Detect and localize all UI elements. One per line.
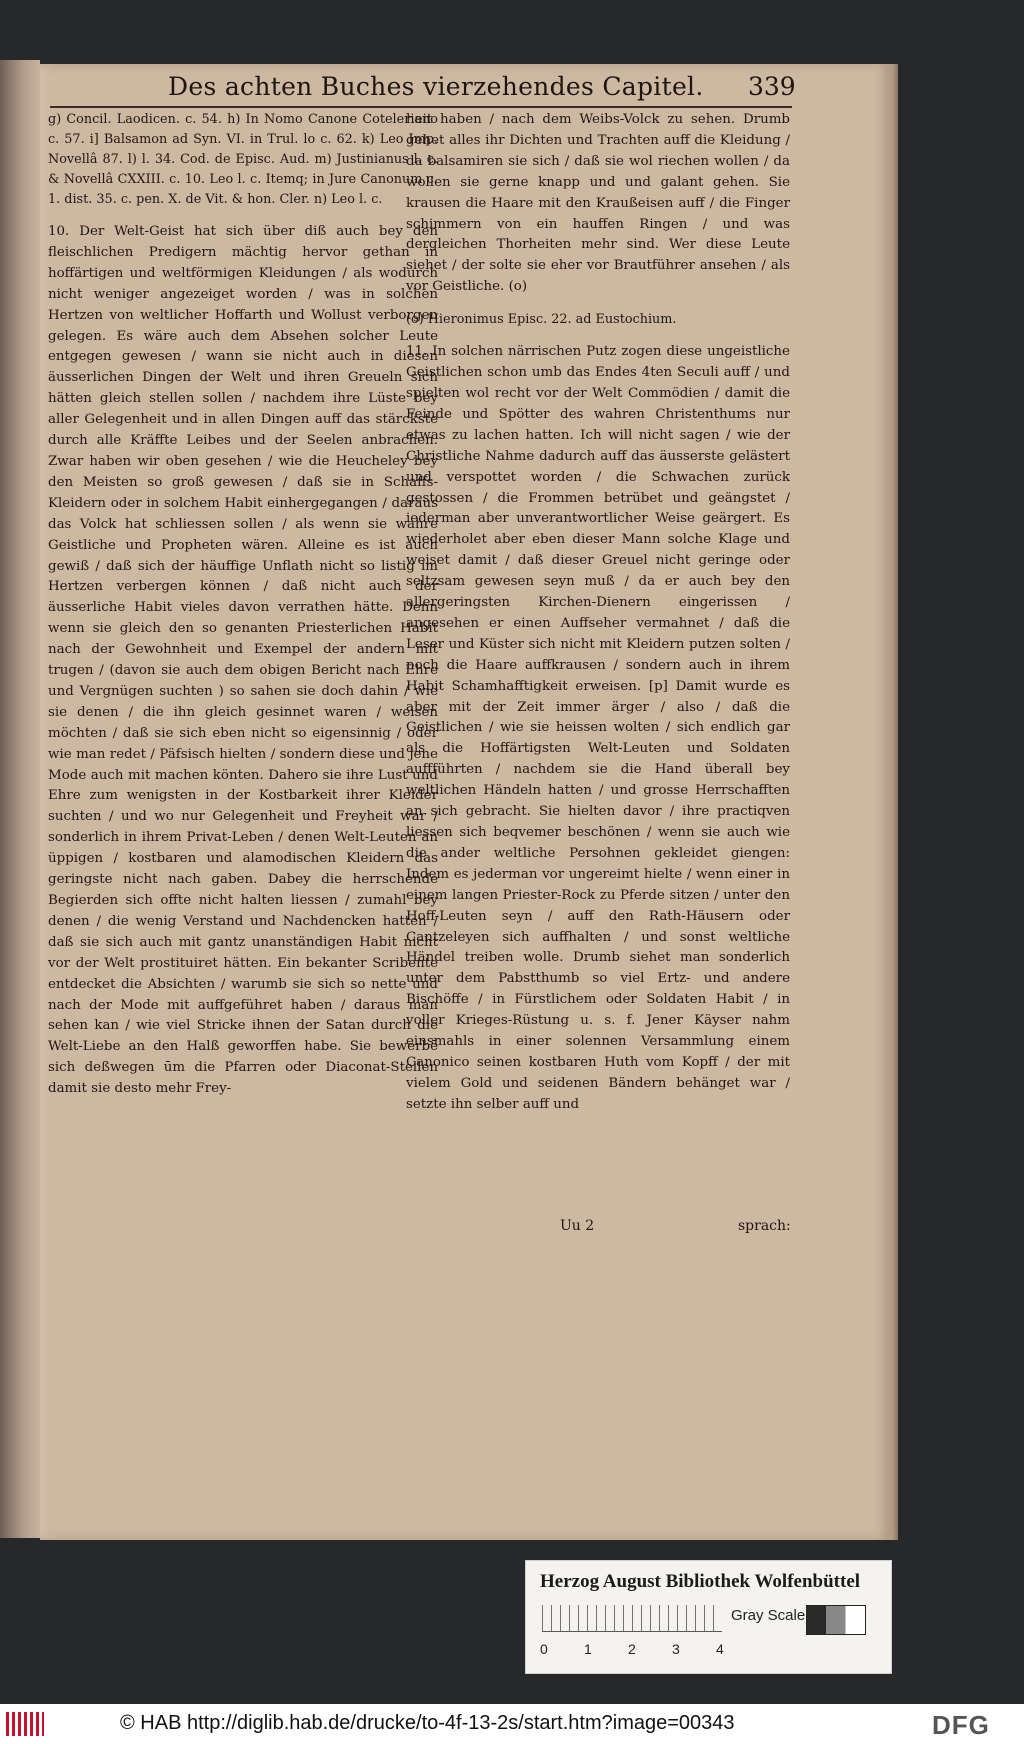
gray-scale-label: Gray Scale	[731, 1607, 806, 1624]
catchword: sprach:	[738, 1218, 791, 1234]
scale-number: 2	[628, 1641, 636, 1657]
right-column	[406, 110, 790, 1116]
page-number: 339	[748, 72, 796, 101]
spacer	[48, 210, 438, 222]
signature-mark: Uu 2	[560, 1218, 595, 1234]
ruler-scale	[542, 1605, 722, 1632]
spacer	[406, 330, 790, 342]
scale-number: 0	[540, 1641, 548, 1657]
scale-number: 1	[584, 1641, 592, 1657]
footer-copyright-link[interactable]: © HAB http://diglib.hab.de/drucke/to-4f-13-2s/start.htm?image=00343	[120, 1712, 735, 1734]
color-target-card	[525, 1560, 892, 1674]
library-name: Herzog August Bibliothek Wolfenbüttel	[540, 1571, 861, 1592]
page-fore-edge	[892, 64, 898, 1540]
hab-logo-icon	[6, 1712, 44, 1736]
footnote-o: (o) Hieronimus Episc. 22. ad Eustochium.	[406, 312, 677, 328]
gray-scale-swatch	[806, 1605, 866, 1635]
left-column	[48, 110, 438, 1100]
paragraph-10: 10. Der Welt-Geist hat sich über diß auch bey den fleischlichen Predigern mächtig hervor gethan in hoffärtigen und weltförmigen Kleidungen / als wodurch nicht weniger angezeiget worden / was in solchen Hertzen von weltlicher Hoffarth und Wollust verborgen gelegen. Es wäre auch dem Absehen solcher Leute entgegen gewesen / wann sie nicht auch in diesen äusserlichen Dingen der Welt und ihren Greueln sich hätten gleich stellen sollen / nachdem ihre Lüste bey aller Gelegenheit und in allen Dingen auff das stärckste durch alle Kräffte Leibes und der Seelen anbrachen. Zwar haben wir oben gesehen / wie die Heucheley bey den Meisten so groß gewesen / daß sie in Schaffs-Kleidern oder in solchem Habit einhergegangen / daraus das Volck hat schliessen sollen / als wenn sie wahre Geistliche und Propheten wären. Alleine es ist auch gewiß / daß sich der häuffige Unflath nicht so listig im Hertzen verbergen können / daß nicht auch der äusserliche Habit vieles davon verrathen hätte. Denn wenn sie gleich den so genanten Priesterlichen Habit nach der Gewohnheit und Exempel der andern mit trugen / (davon sie auch dem obigen Bericht nach Ehre und Vergnügen suchten ) so sahen sie doch dahin / wie sie denen / die ihn gleich gesinnet waren / weisen möchten / daß sie sich eben nicht so eigensinnig / oder wie man redet / Päfsisch hielten / sondern diese und jene Mode auch mit machen könten. Dahero sie ihre Lust und Ehre zum wenigsten in der Kostbarkeit ihrer Kleider suchten / und wo nur Gelegenheit und Freyheit war / sonderlich in ihrem Privat-Leben / denen Welt-Leuten an üppigen / kostbaren und alamodischen Kleidern das geringste nicht nach gaben. Dabey die herrschende Begierden sich offte nicht halten liessen / zumahl bey denen / die wenig Verstand und Nachdencken hatten / daß sie sich auch mit gantz unanständigen Habit nicht vor der Welt prostituiret hätten. Ein bekanter Scribente entdecket die Absichten / warumb sie sich so nette und nach der Mode mit auffgeführet haben / daraus man sehen kan / wie viel Stricke ihnen der Satan durch die Welt-Liebe an den Halß geworffen habe. Sie bewerbē sich deßwegen ūm die Pfarren oder Diaconat-Stellen damit sie desto mehr Frey-	[48, 224, 438, 1097]
footer-bar	[0, 1704, 1024, 1744]
dfg-logo: DFG	[932, 1710, 990, 1740]
paragraph-11: 11. In solchen närrischen Putz zogen diese ungeistliche Geistlichen schon umb das Endes 4ten Seculi auff / und spielten wol recht vor der Welt Commödien / damit die Feinde und Spötter des wahren Christenthums nur etwas zu lachen hatten. Ich will nicht sagen / wie der Christliche Nahme dadurch auff das äusserste gelästert und verspottet worden / die Schwachen zurück gestossen / die Frommen betrübet und geängstet / iederman aber unverantwortlicher Weise geärgert. Es wiederholet aber eben dieser Mann solche Klage und weiset damit / daß dieser Greuel nicht geringe oder seltzsam gewesen seyn muß / da er auch bey den allergeringsten Kirchen-Dienern eingerissen / angesehen er einen Auffseher vermahnet / daß die Leser und Küster sich nicht mit Kleidern putzen solten / noch die Haare auffkrausen / sondern auch in ihrem Habit Schamhafftigkeit erweisen. [p] Damit wurde es aber mit der Zeit immer ärger / also / daß die Geistlichen / wie sie heissen wolten / sich endlich gar als die Hoffärtigsten Welt-Leuten und Soldaten auffführten / nachdem sie die Hand überall bey weltlichen Händeln hatten / und grosse Herrschafften an sich gebracht. Sie hielten davor / ihre practiqven liessen sich beqvemer beschönen / wenn sie auch wie die ander weltliche Persohnen gekleidet giengen: Indem es jederman vor ungereimt hielte / wenn einer in einem langen Priester-Rock zu Pferde sitzen / unter den Hoff-Leuten seyn / auff den Rath-Häusern oder Cantzeleyen sich auffhalten / und sonst weltliche Händel treiben wolle. Drumb siehet man sonderlich unter dem Pabstthumb so viel Ertz- und andere Bischöffe / in Fürstlichem oder Soldaten Habit / in voller Krieges-Rüstung u. s. f. Jener Käyser nahm einsmahls in einer solennen Versammlung einem Canonico seinen kostbaren Huth vom Kopff / der mit vielem Gold und seidenen Bändern behänget war / setzte ihn selber auff und	[406, 344, 790, 1112]
paragraph-10-continued: heit haben / nach dem Weibs-Volck zu sehen. Drumb gehet alles ihr Dichten und Trachten auff die Kleidung / da balsamiren sie sich / daß sie wol riechen wollen / da wollen sie gerne knapp und und galant gehen. Sie krausen die Haare mit den Kraußeisen auff / die Finger schimmern von ein hauffen Ringen / und was dergleichen Thorheiten mehr sind. Wer diese Leute siehet / der solte sie eher vor Brautführer ansehen / als vor Geistliche. (o)	[406, 112, 790, 295]
spacer	[406, 298, 790, 310]
previous-page-edge	[0, 60, 40, 1538]
scale-number: 4	[716, 1641, 724, 1657]
footnotes-g-n: g) Concil. Laodicen. c. 54. h) In Nomo Canone Coteleriano c. 57. i] Balsamon ad Syn. VI. in Trul. lo c. 62. k) Leo Imp. Novellâ 87. l) l. 34. Cod. de Episc. Aud. m) Justinianus l. c. & Novellâ CXXIII. c. 10. Leo l. c. Itemq; in Jure Canonum c. 1. dist. 35. c. pen. X. de Vit. & hon. Cler. n) Leo l. c.	[48, 112, 438, 207]
running-title: Des achten Buches vierzehendes Capitel.	[168, 72, 704, 101]
scale-numbers	[540, 1641, 760, 1657]
scale-number: 3	[672, 1641, 680, 1657]
header-rule	[50, 106, 792, 108]
